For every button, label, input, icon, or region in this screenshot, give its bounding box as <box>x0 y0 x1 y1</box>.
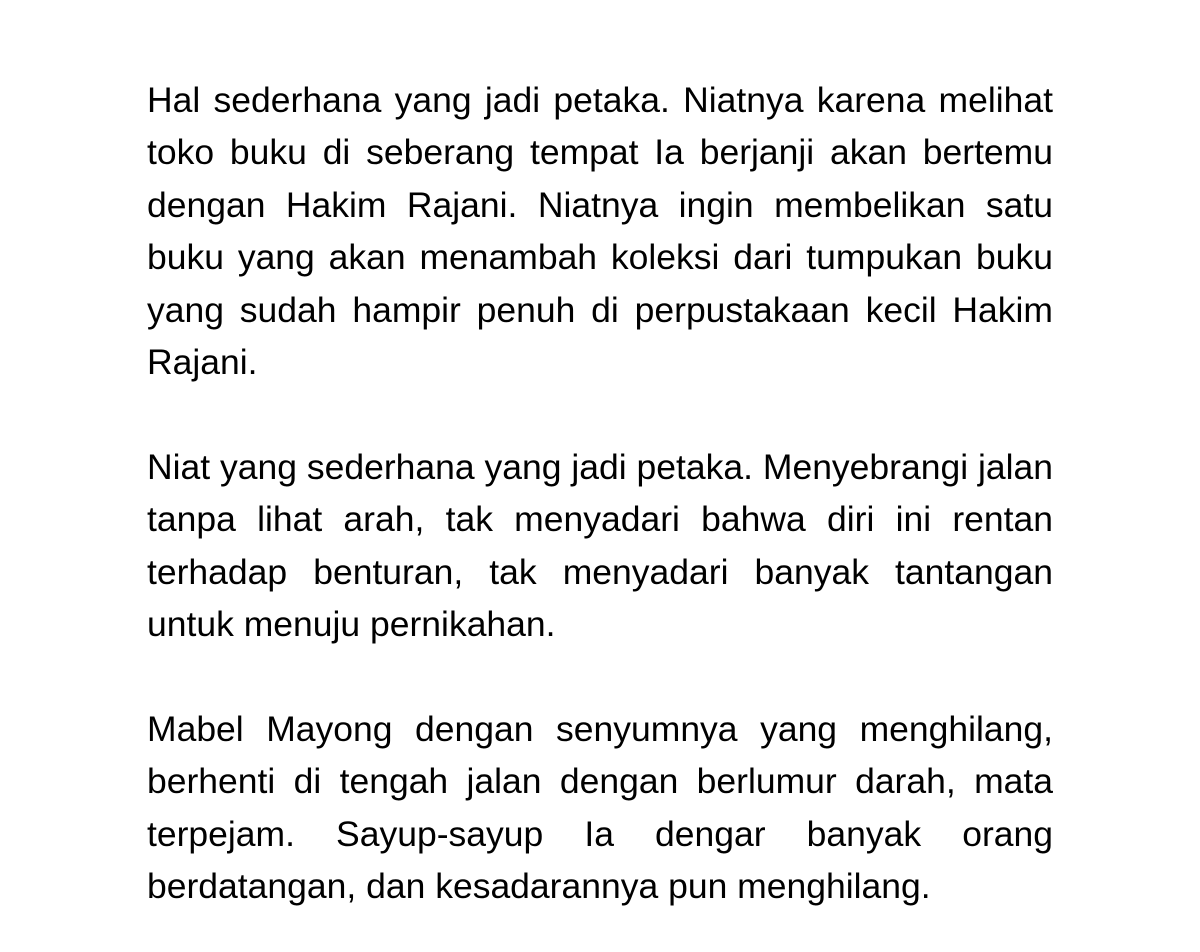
document-body <box>147 74 1053 912</box>
paragraph-2: Niat yang sederhana yang jadi petaka. Menyebrangi jalan tanpa lihat arah, tak menyadari bahwa diri ini rentan terhadap benturan, tak menyadari banyak tantangan untuk menuju pernikahan. <box>147 446 1053 645</box>
paragraph-1: Hal sederhana yang jadi petaka. Niatnya karena melihat toko buku di seberang tempat Ia berjanji akan bertemu dengan Hakim Rajani. Niatnya ingin membelikan satu buku yang akan menambah koleksi dari tumpukan buku yang sudah hampir penuh di perpustakaan kecil Hakim Rajani. <box>147 80 1053 383</box>
paragraph-3: Mabel Mayong dengan senyumnya yang menghilang, berhenti di tengah jalan dengan berlumur darah, mata terpejam. Sayup-sayup Ia dengar banyak orang berdatangan, dan kesadarannya pun menghilang. <box>147 708 1053 907</box>
